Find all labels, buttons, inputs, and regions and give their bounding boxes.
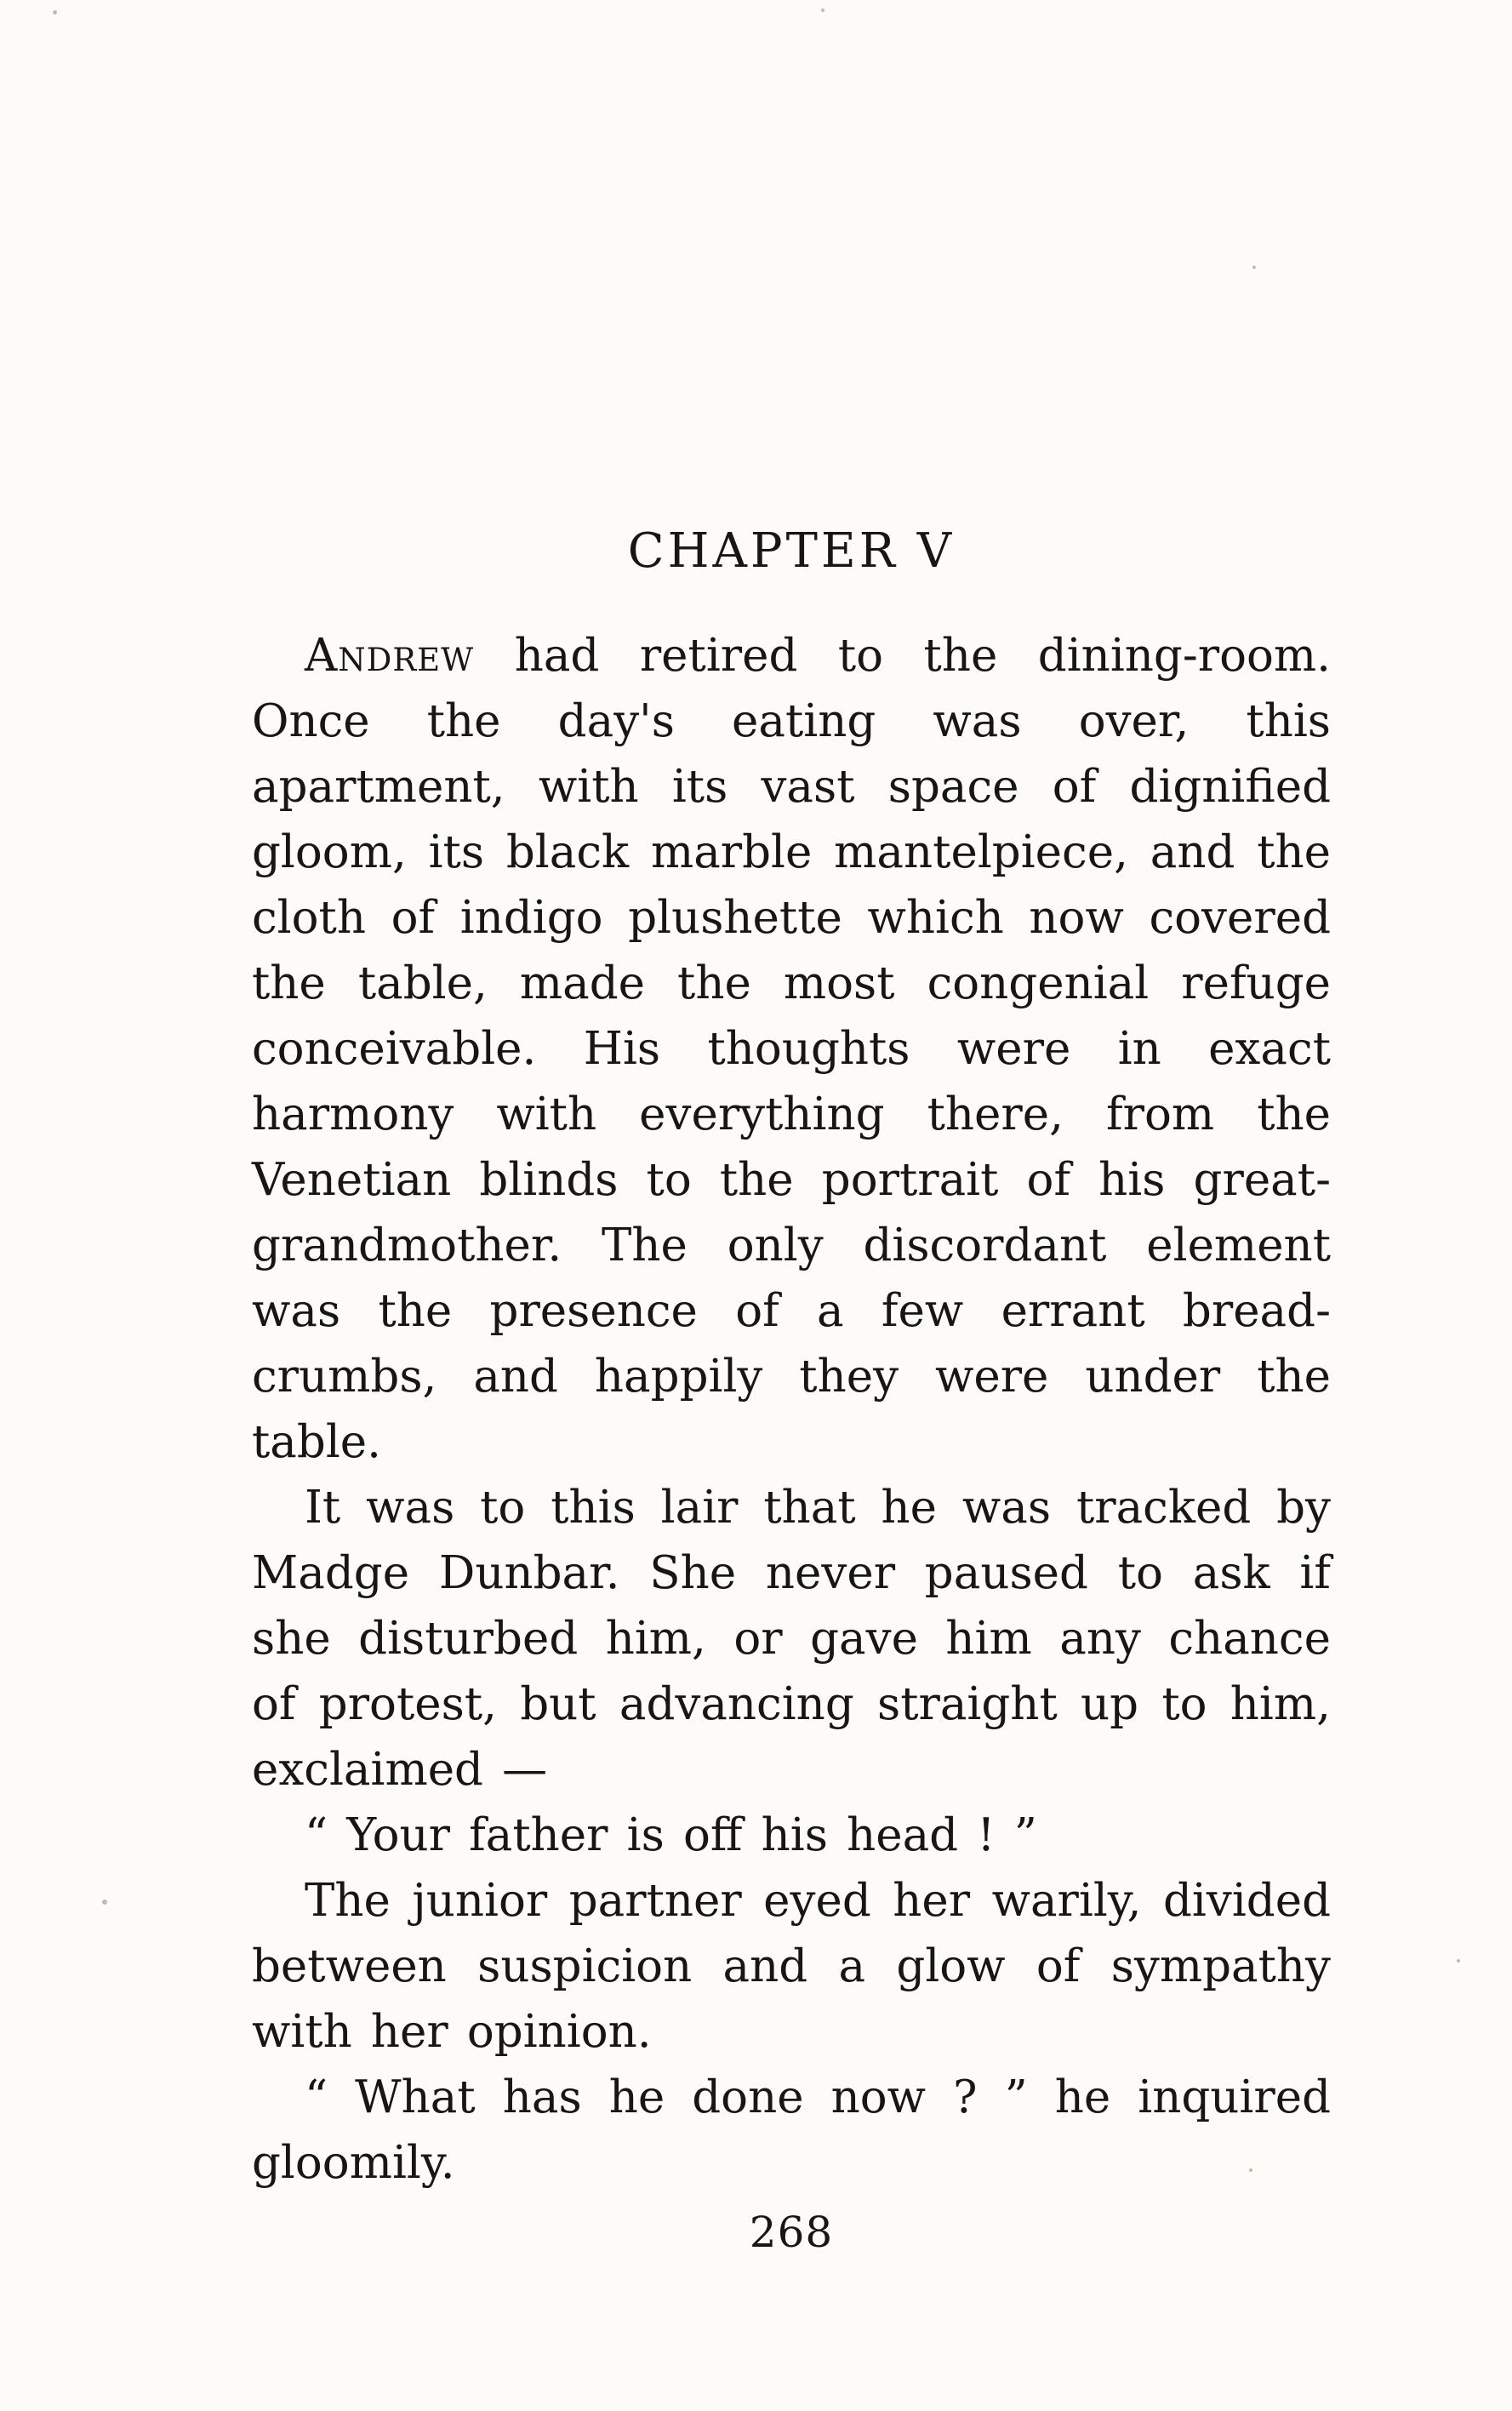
dialogue-line: “ What has he done now ? ” he inquired gloomily. — [252, 2071, 1331, 2189]
chapter-heading: CHAPTER V — [627, 523, 956, 579]
lead-word-smallcaps: Andrew — [305, 630, 475, 682]
page-number: 268 — [749, 2208, 834, 2257]
paragraph-opening-text: had retired to the dining-room. Once the day's eating was over, this apartment, with its vast space of dignified gloom, its black marble mantelpiece, and the cloth of indigo plushette which now covered the table, made the most congenial refuge conceivable. His thoughts were in exact harmony with everything there, from the Venetian blinds to the portrait of his great-grandmother. The only discordant element was the presence of a few errant bread-crumbs, and happily they were under the table. — [252, 630, 1331, 1468]
paragraph: The junior partner eyed her warily, divided between suspicion and a glow of sympathy with her opinion. — [252, 1875, 1331, 2058]
paragraph: It was to this lair that he was tracked by Madge Dunbar. She never paused to ask if she disturbed him, or gave him any chance of protest, but advancing straight up to him, exclaimed — — [252, 1482, 1331, 1796]
paragraph-opening — [252, 623, 1331, 1475]
scan-speck — [102, 1900, 107, 1905]
scan-speck — [1457, 1959, 1460, 1963]
scan-speck — [821, 9, 824, 12]
body-text — [252, 623, 1331, 2196]
scan-speck — [1252, 266, 1256, 269]
scan-speck — [53, 10, 57, 14]
dialogue-line: “ Your father is off his head ! ” — [305, 1809, 1037, 1861]
text-column — [252, 523, 1331, 2257]
